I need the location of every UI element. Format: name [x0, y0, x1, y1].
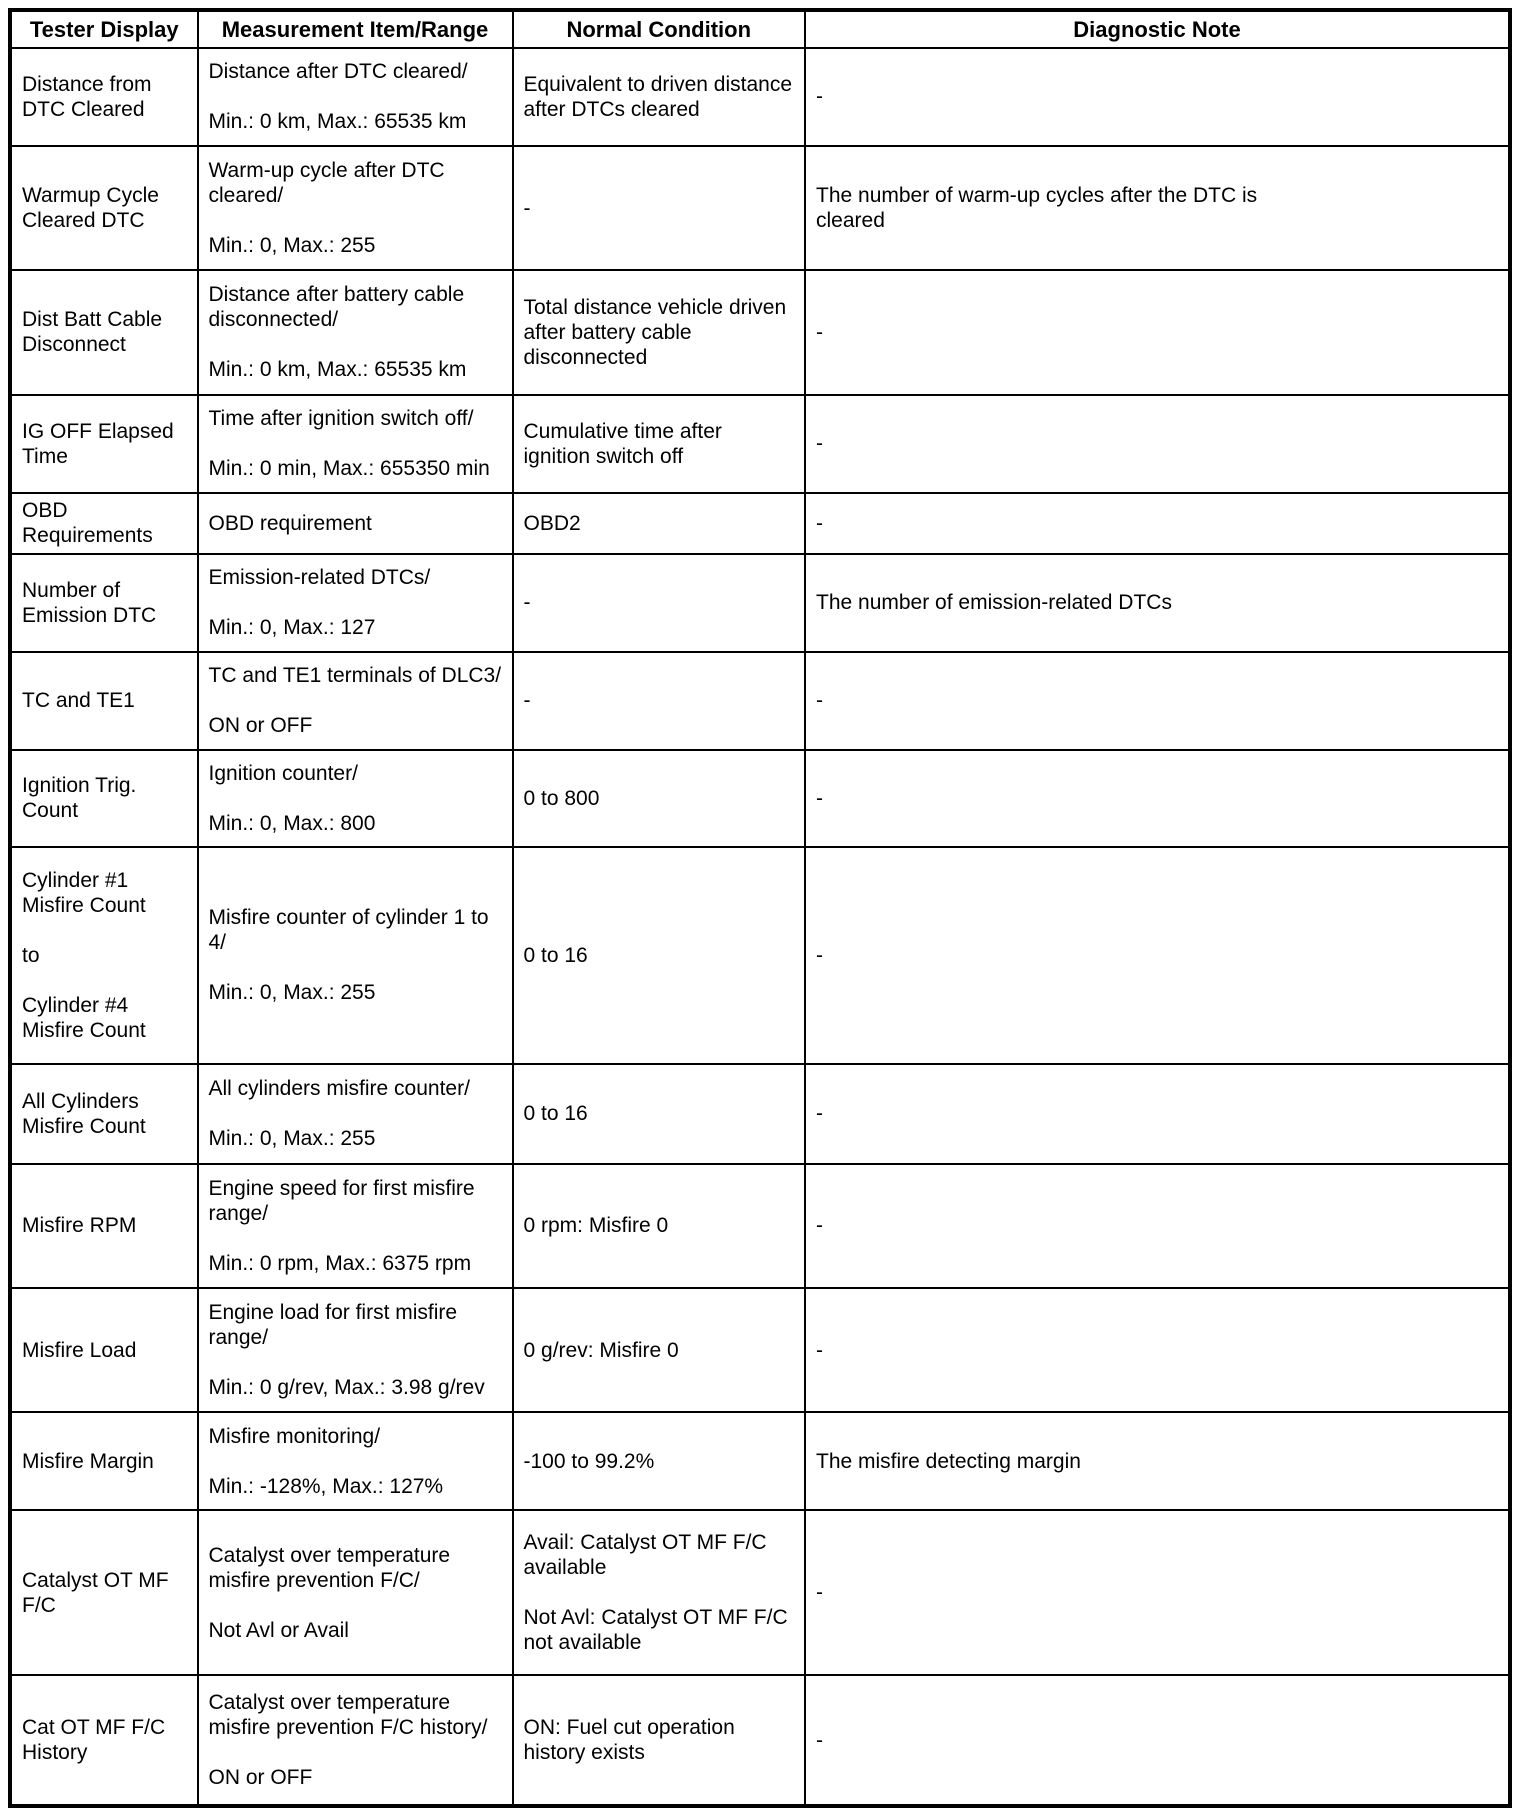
cell-normal-condition — [513, 146, 806, 270]
cell-text: ON or OFF — [208, 1766, 313, 1790]
cell-text: - — [523, 591, 531, 615]
cell-normal-condition — [513, 1288, 806, 1412]
cell-text: Min.: 0, Max.: 255 — [208, 234, 376, 258]
cell-text: Engine load for first misfire range/ — [208, 1301, 458, 1350]
cell-text: - — [816, 432, 823, 456]
column-header-diagnostic-note: Diagnostic Note — [805, 10, 1510, 48]
cell-measurement-item-range — [198, 652, 513, 750]
cell-measurement-item-range — [198, 1164, 513, 1288]
cell-text: Warm-up cycle after DTC cleared/ — [208, 159, 445, 208]
cell-text: Cylinder #1 Misfire Count — [22, 868, 146, 917]
cell-measurement-item-range — [198, 1675, 513, 1806]
table-row — [10, 270, 1510, 394]
cell-text: Min.: 0 rpm, Max.: 6375 rpm — [208, 1251, 472, 1275]
cell-diagnostic-note — [805, 1288, 1510, 1412]
cell-text: Ignition counter/ — [208, 761, 358, 785]
cell-diagnostic-note — [805, 554, 1510, 652]
cell-text: Engine speed for first misfire range/ — [208, 1176, 475, 1225]
cell-text: - — [816, 1102, 823, 1126]
table-row — [10, 493, 1510, 554]
cell-text: Total distance vehicle driven after battery cable disconnected — [523, 295, 787, 369]
cell-text: Cylinder #4 Misfire Count — [22, 993, 146, 1042]
cell-tester-display — [10, 554, 198, 652]
cell-measurement-item-range — [198, 1510, 513, 1675]
cell-diagnostic-note — [805, 1675, 1510, 1806]
cell-tester-display — [10, 652, 198, 750]
cell-measurement-item-range — [198, 750, 513, 848]
cell-diagnostic-note — [805, 395, 1510, 493]
cell-tester-display — [10, 493, 198, 554]
cell-tester-display — [10, 48, 198, 146]
cell-measurement-item-range — [198, 270, 513, 394]
cell-text: OBD Requirements — [22, 499, 153, 548]
table-row — [10, 1412, 1510, 1510]
cell-tester-display — [10, 1675, 198, 1806]
cell-diagnostic-note — [805, 270, 1510, 394]
cell-text: Min.: 0 km, Max.: 65535 km — [208, 110, 467, 134]
cell-text: Distance from DTC Cleared — [22, 72, 152, 121]
cell-text: Catalyst OT MF F/C — [22, 1568, 169, 1617]
cell-text: Dist Batt Cable Disconnect — [22, 308, 163, 357]
cell-text: Misfire Load — [22, 1338, 137, 1362]
cell-text: IG OFF Elapsed Time — [22, 419, 174, 468]
cell-text: 0 rpm: Misfire 0 — [523, 1214, 669, 1238]
cell-text: The number of warm-up cycles after the DTC is cleared — [816, 184, 1258, 233]
table-row — [10, 1164, 1510, 1288]
cell-text: Catalyst over temperature misfire prevention F/C/ — [208, 1543, 451, 1592]
cell-measurement-item-range — [198, 493, 513, 554]
cell-normal-condition — [513, 493, 806, 554]
column-header-normal-condition: Normal Condition — [513, 10, 806, 48]
column-header-tester-display: Tester Display — [10, 10, 198, 48]
cell-text: Ignition Trig. Count — [22, 774, 137, 823]
cell-tester-display — [10, 1064, 198, 1164]
cell-text: Distance after battery cable disconnected/ — [208, 283, 465, 332]
cell-text: 0 to 16 — [523, 943, 588, 967]
table-row — [10, 1288, 1510, 1412]
table-row — [10, 146, 1510, 270]
cell-diagnostic-note — [805, 1412, 1510, 1510]
cell-text: Avail: Catalyst OT MF F/C available — [523, 1531, 767, 1580]
cell-text: - — [816, 689, 823, 713]
cell-tester-display — [10, 1288, 198, 1412]
cell-text: Not Avl or Avail — [208, 1618, 349, 1642]
cell-text: Time after ignition switch off/ — [208, 407, 474, 431]
cell-text: 0 g/rev: Misfire 0 — [523, 1338, 679, 1362]
cell-text: Cat OT MF F/C History — [22, 1716, 166, 1765]
cell-text: Misfire Margin — [22, 1449, 154, 1473]
cell-text: - — [816, 1728, 823, 1752]
cell-text: Min.: 0, Max.: 255 — [208, 981, 376, 1005]
cell-measurement-item-range — [198, 48, 513, 146]
cell-text: Misfire counter of cylinder 1 to 4/ — [208, 906, 489, 955]
cell-normal-condition — [513, 847, 806, 1063]
cell-tester-display — [10, 1164, 198, 1288]
table-row — [10, 554, 1510, 652]
cell-text: - — [816, 1214, 823, 1238]
table-header — [10, 10, 1510, 48]
cell-text: Misfire RPM — [22, 1214, 137, 1238]
cell-diagnostic-note — [805, 652, 1510, 750]
cell-diagnostic-note — [805, 1164, 1510, 1288]
cell-text: - — [816, 85, 823, 109]
cell-measurement-item-range — [198, 847, 513, 1063]
cell-text: Catalyst over temperature misfire prevention F/C history/ — [208, 1691, 488, 1740]
cell-text: Cumulative time after ignition switch off — [523, 419, 722, 468]
table-row — [10, 1064, 1510, 1164]
table-row — [10, 1510, 1510, 1675]
cell-text: - — [523, 196, 531, 220]
cell-text: - — [816, 1581, 823, 1605]
cell-text: Min.: 0 g/rev, Max.: 3.98 g/rev — [208, 1376, 485, 1400]
cell-text: - — [816, 786, 823, 810]
cell-diagnostic-note — [805, 750, 1510, 848]
cell-text: to — [22, 943, 40, 967]
cell-measurement-item-range — [198, 395, 513, 493]
cell-text: Min.: 0, Max.: 800 — [208, 811, 376, 835]
cell-text: ON: Fuel cut operation history exists — [523, 1716, 735, 1765]
table-row — [10, 847, 1510, 1063]
cell-text: All Cylinders Misfire Count — [22, 1089, 146, 1138]
cell-text: Distance after DTC cleared/ — [208, 60, 468, 84]
cell-normal-condition — [513, 1510, 806, 1675]
cell-text: - — [816, 511, 823, 535]
cell-text: - — [816, 943, 823, 967]
table-row — [10, 652, 1510, 750]
cell-measurement-item-range — [198, 1064, 513, 1164]
cell-normal-condition — [513, 1164, 806, 1288]
cell-text: Min.: 0, Max.: 255 — [208, 1127, 376, 1151]
table-body — [10, 48, 1510, 1806]
cell-normal-condition — [513, 395, 806, 493]
cell-normal-condition — [513, 48, 806, 146]
cell-text: Misfire monitoring/ — [208, 1424, 381, 1448]
table-row — [10, 750, 1510, 848]
cell-text: The misfire detecting margin — [816, 1449, 1081, 1473]
cell-tester-display — [10, 1510, 198, 1675]
column-header-measurement-item-range: Measurement Item/Range — [198, 10, 513, 48]
cell-normal-condition — [513, 1412, 806, 1510]
cell-text: The number of emission-related DTCs — [816, 591, 1172, 615]
cell-text: 0 to 800 — [523, 786, 600, 810]
cell-normal-condition — [513, 270, 806, 394]
cell-text: Not Avl: Catalyst OT MF F/C not available — [523, 1606, 788, 1655]
cell-diagnostic-note — [805, 146, 1510, 270]
diagnostic-data-table — [8, 8, 1512, 1808]
table-header-row — [10, 10, 1510, 48]
cell-measurement-item-range — [198, 146, 513, 270]
cell-measurement-item-range — [198, 554, 513, 652]
cell-measurement-item-range — [198, 1288, 513, 1412]
cell-tester-display — [10, 1412, 198, 1510]
cell-text: ON or OFF — [208, 714, 313, 738]
cell-text: Emission-related DTCs/ — [208, 566, 431, 590]
cell-text: Min.: 0 min, Max.: 655350 min — [208, 457, 490, 481]
cell-diagnostic-note — [805, 493, 1510, 554]
cell-tester-display — [10, 270, 198, 394]
cell-text: -100 to 99.2% — [523, 1449, 655, 1473]
cell-text: Min.: 0 km, Max.: 65535 km — [208, 358, 467, 382]
table-row — [10, 395, 1510, 493]
cell-diagnostic-note — [805, 48, 1510, 146]
cell-text: OBD2 — [523, 511, 581, 535]
cell-tester-display — [10, 750, 198, 848]
cell-diagnostic-note — [805, 1510, 1510, 1675]
cell-tester-display — [10, 395, 198, 493]
cell-normal-condition — [513, 652, 806, 750]
cell-measurement-item-range — [198, 1412, 513, 1510]
cell-text: 0 to 16 — [523, 1102, 588, 1126]
cell-text: TC and TE1 — [22, 689, 135, 713]
cell-text: Min.: 0, Max.: 127 — [208, 616, 376, 640]
cell-tester-display — [10, 146, 198, 270]
cell-text: OBD requirement — [208, 511, 372, 535]
cell-text: Number of Emission DTC — [22, 578, 157, 627]
cell-text: Warmup Cycle Cleared DTC — [22, 184, 159, 233]
cell-diagnostic-note — [805, 847, 1510, 1063]
cell-tester-display — [10, 847, 198, 1063]
cell-diagnostic-note — [805, 1064, 1510, 1164]
cell-normal-condition — [513, 554, 806, 652]
cell-normal-condition — [513, 1675, 806, 1806]
cell-normal-condition — [513, 750, 806, 848]
cell-text: All cylinders misfire counter/ — [208, 1077, 470, 1101]
cell-text: TC and TE1 terminals of DLC3/ — [208, 664, 502, 688]
cell-text: - — [816, 1338, 823, 1362]
table-row — [10, 48, 1510, 146]
cell-text: Min.: -128%, Max.: 127% — [208, 1474, 444, 1498]
cell-text: Equivalent to driven distance after DTCs cleared — [523, 72, 792, 121]
table-row — [10, 1675, 1510, 1806]
cell-text: - — [523, 689, 531, 713]
cell-normal-condition — [513, 1064, 806, 1164]
cell-text: - — [816, 320, 823, 344]
